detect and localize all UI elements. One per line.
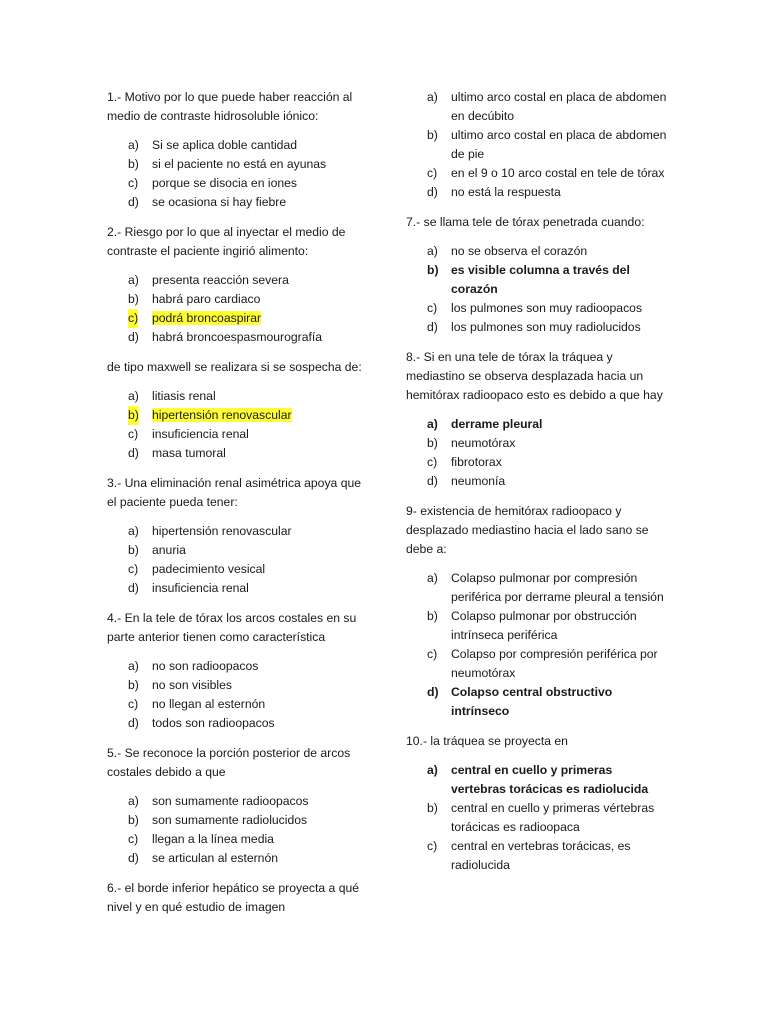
option-letter: a): [427, 90, 438, 104]
option-text: Colapso pulmonar por obstrucción intrínseca periférica: [451, 609, 637, 642]
answer-option: [107, 522, 369, 541]
option-letter: c): [128, 562, 139, 576]
answer-option: [107, 271, 369, 290]
question-text: 3.- Una eliminación renal asimétrica apoya que el paciente pueda tener:: [107, 476, 362, 509]
option-letter: d): [128, 581, 139, 595]
option-letter: b): [128, 292, 139, 306]
answer-option: [107, 328, 369, 347]
answer-option: [107, 849, 369, 868]
option-text: habrá paro cardiaco: [152, 292, 261, 306]
question-text: 9- existencia de hemitórax radioopaco y desplazado mediastino hacia el lado sano se debe a:: [406, 504, 649, 556]
option-letter: a): [427, 244, 438, 258]
question-text: 4.- En la tele de tórax los arcos costales en su parte anterior tienen como característica: [107, 611, 357, 644]
answer-option: [107, 406, 369, 425]
option-letter: b): [427, 801, 438, 815]
answer-option: [406, 837, 668, 875]
option-letter: d): [427, 185, 438, 199]
answer-option: [406, 453, 668, 472]
option-letter: b): [128, 543, 139, 557]
option-text: no son radioopacos: [152, 659, 259, 673]
answer-option: [406, 434, 668, 453]
option-text: podrá broncoaspirar: [152, 311, 262, 325]
answer-option: [406, 183, 668, 202]
option-letter: a): [427, 417, 438, 431]
option-text: todos son radioopacos: [152, 716, 275, 730]
option-letter: a): [128, 659, 139, 673]
answer-option: [406, 164, 668, 183]
answer-option: [406, 645, 668, 683]
answer-options: [406, 415, 668, 491]
option-letter: c): [427, 647, 438, 661]
answer-options: [107, 792, 369, 868]
answer-option: [107, 792, 369, 811]
option-text: anuria: [152, 543, 186, 557]
answer-option: [107, 560, 369, 579]
option-letter: a): [427, 763, 438, 777]
answer-option: [107, 811, 369, 830]
answer-option: [107, 830, 369, 849]
option-letter: d): [128, 330, 139, 344]
option-text: central en cuello y primeras vértebras torácicas es radioopaca: [451, 801, 655, 834]
question-text: de tipo maxwell se realizara si se sospecha de:: [107, 360, 362, 374]
option-letter: b): [128, 406, 139, 425]
option-text: llegan a la línea media: [152, 832, 274, 846]
option-letter: a): [128, 524, 139, 538]
option-letter: c): [128, 697, 139, 711]
answer-option: [107, 444, 369, 463]
option-text: Colapso por compresión periférica por neumotórax: [451, 647, 658, 680]
option-text: hipertensión renovascular: [152, 524, 292, 538]
option-text: padecimiento vesical: [152, 562, 266, 576]
option-letter: c): [427, 839, 438, 853]
option-letter: c): [128, 176, 139, 190]
option-letter: b): [427, 609, 438, 623]
option-text: no está la respuesta: [451, 185, 561, 199]
answer-option: [107, 714, 369, 733]
option-text: no llegan al esternón: [152, 697, 266, 711]
option-letter: b): [427, 263, 439, 277]
answer-option: [406, 261, 668, 299]
option-letter: b): [128, 157, 139, 171]
option-text: porque se disocia en iones: [152, 176, 297, 190]
option-text: no se observa el corazón: [451, 244, 588, 258]
option-letter: d): [128, 716, 139, 730]
option-text: insuficiencia renal: [152, 427, 249, 441]
option-letter: d): [427, 320, 438, 334]
option-letter: c): [128, 832, 139, 846]
answer-options: [406, 88, 668, 202]
answer-option: [107, 387, 369, 406]
option-letter: d): [427, 474, 438, 488]
answer-options: [107, 657, 369, 733]
answer-option: [107, 657, 369, 676]
option-text: los pulmones son muy radiolucidos: [451, 320, 641, 334]
option-text: neumonía: [451, 474, 506, 488]
answer-option: [406, 415, 668, 434]
answer-option: [406, 318, 668, 337]
option-text: Si se aplica doble cantidad: [152, 138, 297, 152]
right-column: [406, 88, 668, 886]
option-text: Colapso pulmonar por compresión periférica por derrame pleural a tensión: [451, 571, 664, 604]
option-letter: a): [128, 389, 139, 403]
answer-options: [107, 387, 369, 463]
option-text: los pulmones son muy radioopacos: [451, 301, 643, 315]
option-letter: c): [427, 166, 438, 180]
answer-option: [107, 676, 369, 695]
answer-option: [406, 242, 668, 261]
answer-option: [107, 136, 369, 155]
answer-option: [406, 88, 668, 126]
option-text: es visible columna a través del corazón: [451, 263, 630, 296]
option-letter: c): [427, 301, 438, 315]
option-text: se articulan al esternón: [152, 851, 279, 865]
answer-option: [107, 425, 369, 444]
option-letter: c): [427, 455, 438, 469]
option-letter: d): [128, 851, 139, 865]
option-letter: a): [128, 273, 139, 287]
option-text: no son visibles: [152, 678, 232, 692]
option-text: derrame pleural: [451, 417, 543, 431]
answer-options: [406, 569, 668, 721]
option-text: central en cuello y primeras vertebras torácicas es radiolucida: [451, 763, 649, 796]
option-letter: c): [128, 309, 138, 328]
answer-options: [107, 271, 369, 347]
question-text: 8.- Si en una tele de tórax la tráquea y mediastino se observa desplazada hacia un hemitórax radioopaco esto es debido a que hay: [406, 350, 663, 402]
option-text: se ocasiona si hay fiebre: [152, 195, 287, 209]
answer-option: [406, 126, 668, 164]
question-text: 7.- se llama tele de tórax penetrada cuando:: [406, 215, 645, 229]
answer-option: [406, 607, 668, 645]
option-text: neumotórax: [451, 436, 516, 450]
left-column: [107, 88, 369, 927]
answer-options: [107, 522, 369, 598]
answer-options: [406, 761, 668, 875]
question-text: 10.- la tráquea se proyecta en: [406, 734, 568, 748]
answer-option: [406, 472, 668, 491]
answer-option: [406, 799, 668, 837]
option-letter: a): [427, 571, 438, 585]
option-letter: c): [128, 427, 139, 441]
option-letter: a): [128, 138, 139, 152]
answer-option: [107, 579, 369, 598]
option-text: central en vertebras torácicas, es radiolucida: [451, 839, 631, 872]
question-text: 5.- Se reconoce la porción posterior de arcos costales debido a que: [107, 746, 351, 779]
option-text: si el paciente no está en ayunas: [152, 157, 327, 171]
option-text: en el 9 o 10 arco costal en tele de tórax: [451, 166, 665, 180]
answer-options: [406, 242, 668, 337]
question-text: 6.- el borde inferior hepático se proyecta a qué nivel y en qué estudio de imagen: [107, 881, 360, 914]
option-text: presenta reacción severa: [152, 273, 289, 287]
option-text: ultimo arco costal en placa de abdomen en decúbito: [451, 90, 667, 123]
question-text: 1.- Motivo por lo que puede haber reacción al medio de contraste hidrosoluble iónico:: [107, 90, 353, 123]
answer-option: [406, 299, 668, 318]
answer-option: [107, 541, 369, 560]
option-text: fibrotorax: [451, 455, 502, 469]
answer-option: [107, 155, 369, 174]
question-text: 2.- Riesgo por lo que al inyectar el medio de contraste el paciente ingirió alimento:: [107, 225, 346, 258]
option-letter: a): [128, 794, 139, 808]
option-letter: d): [427, 685, 439, 699]
answer-option: [107, 174, 369, 193]
option-text: litiasis renal: [152, 389, 216, 403]
option-letter: b): [427, 436, 438, 450]
option-text: hipertensión renovascular: [152, 408, 292, 422]
answer-options: [107, 136, 369, 212]
option-text: son sumamente radioopacos: [152, 794, 309, 808]
option-text: habrá broncoespasmourografía: [152, 330, 323, 344]
option-letter: d): [128, 195, 139, 209]
option-text: Colapso central obstructivo intrínseco: [451, 685, 613, 718]
option-letter: b): [128, 813, 139, 827]
option-text: insuficiencia renal: [152, 581, 249, 595]
answer-option: [107, 290, 369, 309]
answer-option: [107, 193, 369, 212]
answer-option: [107, 309, 369, 328]
option-text: son sumamente radiolucidos: [152, 813, 308, 827]
option-letter: b): [128, 678, 139, 692]
answer-option: [406, 569, 668, 607]
option-text: ultimo arco costal en placa de abdomen de pie: [451, 128, 667, 161]
answer-option: [107, 695, 369, 714]
option-letter: b): [427, 128, 438, 142]
option-letter: d): [128, 446, 139, 460]
answer-option: [406, 683, 668, 721]
option-text: masa tumoral: [152, 446, 226, 460]
answer-option: [406, 761, 668, 799]
